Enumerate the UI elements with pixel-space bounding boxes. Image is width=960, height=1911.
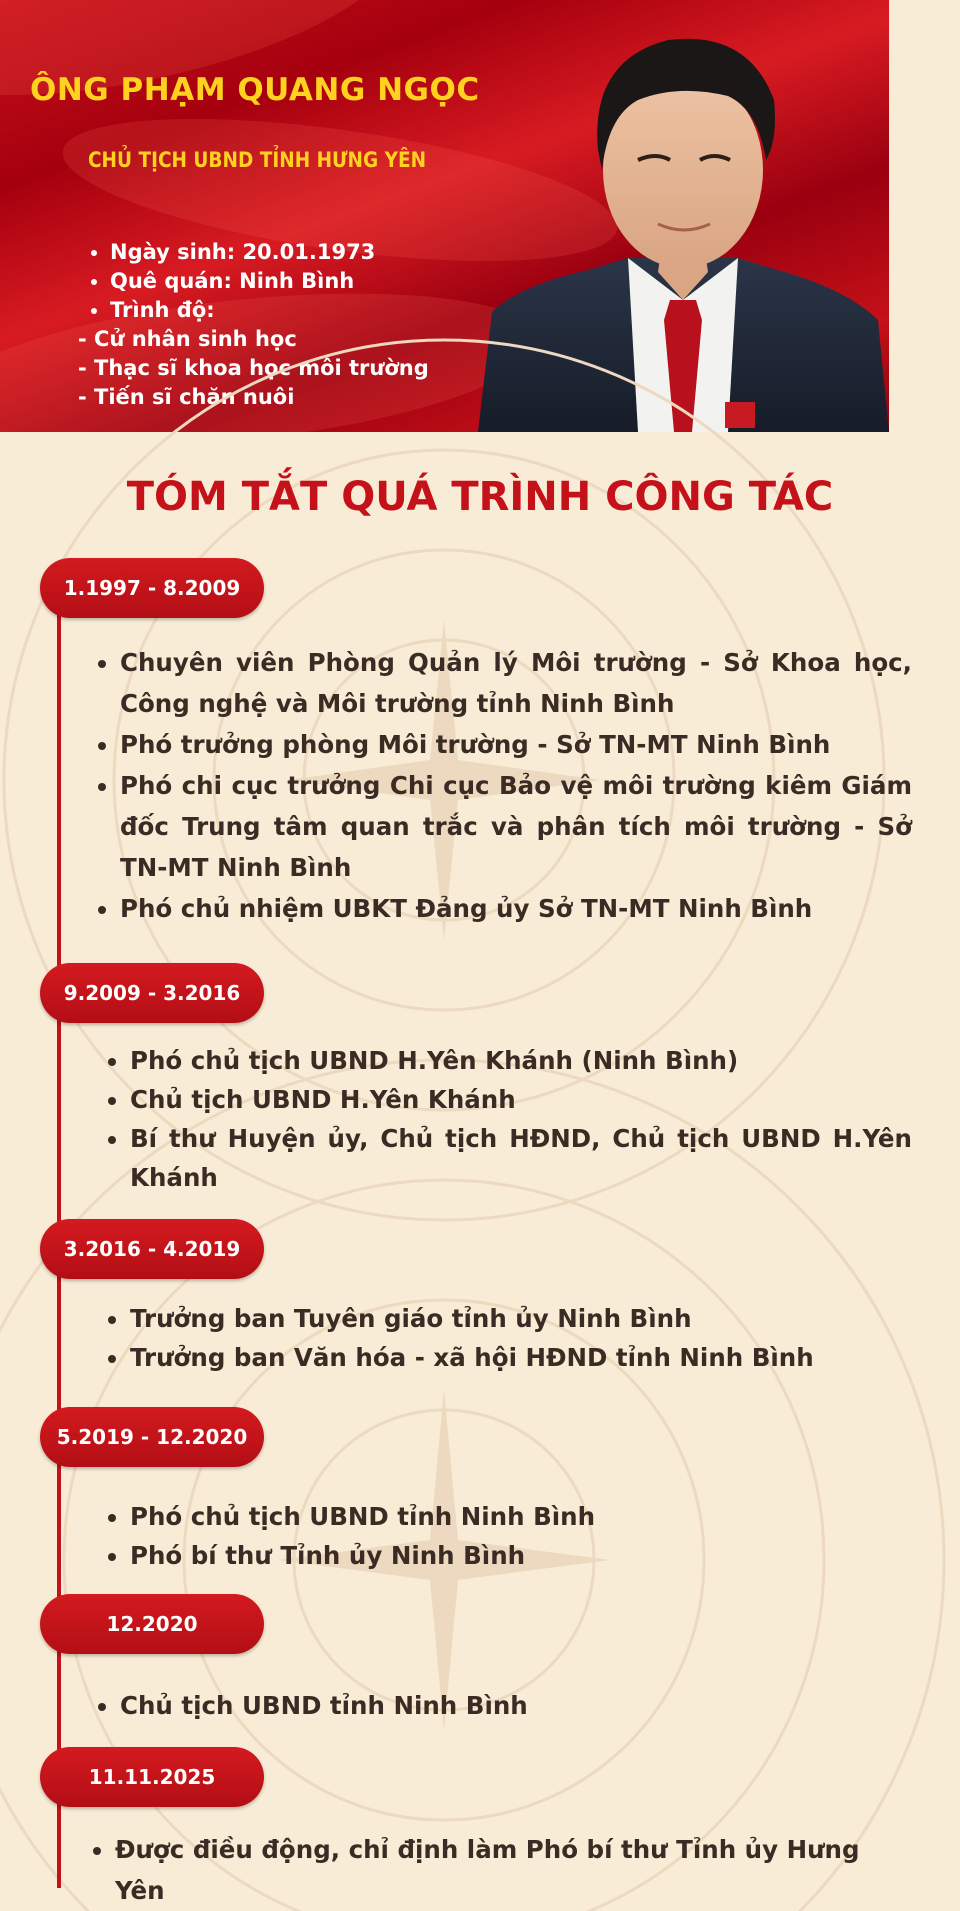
list-item: • Phó chủ tịch UBND H.Yên Khánh (Ninh Bình) <box>130 1041 912 1080</box>
period-list-1997-2009 <box>90 642 912 929</box>
period-list-2019-2020 <box>100 1497 912 1575</box>
list-item: • Chuyên viên Phòng Quản lý Môi trường - Sở Khoa học, Công nghệ và Môi trường tỉnh Ninh Bình <box>120 642 912 724</box>
hometown-item: • Quê quán: Ninh Bình <box>110 267 429 296</box>
period-list-2016-2019 <box>100 1299 912 1377</box>
section-title: TÓM TẮT QUÁ TRÌNH CÔNG TÁC <box>126 474 834 520</box>
list-item: • Bí thư Huyện ủy, Chủ tịch HĐND, Chủ tịch UBND H.Yên Khánh <box>130 1119 912 1197</box>
degree-master: - Thạc sĩ khoa học môi trường <box>78 356 429 380</box>
list-item: • Phó chủ tịch UBND tỉnh Ninh Bình <box>130 1497 912 1536</box>
period-list-2020 <box>90 1685 912 1726</box>
period-badge-1997-2009: 1.1997 - 8.2009 <box>40 558 264 618</box>
list-item: • Chủ tịch UBND tỉnh Ninh Bình <box>120 1685 912 1726</box>
list-item: • Phó bí thư Tỉnh ủy Ninh Bình <box>130 1536 912 1575</box>
list-item: • Chủ tịch UBND H.Yên Khánh <box>130 1080 912 1119</box>
list-item: • Được điều động, chỉ định làm Phó bí thư Tỉnh ủy Hưng Yên <box>115 1829 915 1911</box>
birthdate-item: • Ngày sinh: 20.01.1973 <box>110 238 429 267</box>
period-badge-2016-2019: 3.2016 - 4.2019 <box>40 1219 264 1279</box>
list-item: • Phó chi cục trưởng Chi cục Bảo vệ môi trường kiêm Giám đốc Trung tâm quan trắc và phân tích môi trường - Sở TN-MT Ninh Bình <box>120 765 912 888</box>
period-badge-2009-2016: 9.2009 - 3.2016 <box>40 963 264 1023</box>
portrait-photo <box>478 0 889 432</box>
list-item: • Trưởng ban Văn hóa - xã hội HĐND tỉnh Ninh Bình <box>130 1338 912 1377</box>
period-badge-2020: 12.2020 <box>40 1594 264 1654</box>
period-list-2009-2016 <box>100 1041 912 1197</box>
list-item: • Phó trưởng phòng Môi trường - Sở TN-MT Ninh Bình <box>120 724 912 765</box>
period-badge-2019-2020: 5.2019 - 12.2020 <box>40 1407 264 1467</box>
list-item: • Phó chủ nhiệm UBKT Đảng ủy Sở TN-MT Ninh Bình <box>120 888 912 929</box>
degree-doctor: - Tiến sĩ chăn nuôi <box>78 385 295 409</box>
degree-bachelor: - Cử nhân sinh học <box>78 327 297 351</box>
person-role: CHỦ TỊCH UBND TỈNH HƯNG YÊN <box>88 148 427 172</box>
period-list-2025 <box>85 1829 915 1911</box>
education-item: • Trình độ: <box>110 296 429 325</box>
person-name: ÔNG PHẠM QUANG NGỌC <box>30 72 480 108</box>
header-banner <box>0 0 889 432</box>
bio-section <box>78 238 429 412</box>
list-item: • Trưởng ban Tuyên giáo tỉnh ủy Ninh Bình <box>130 1299 912 1338</box>
period-badge-2025: 11.11.2025 <box>40 1747 264 1807</box>
